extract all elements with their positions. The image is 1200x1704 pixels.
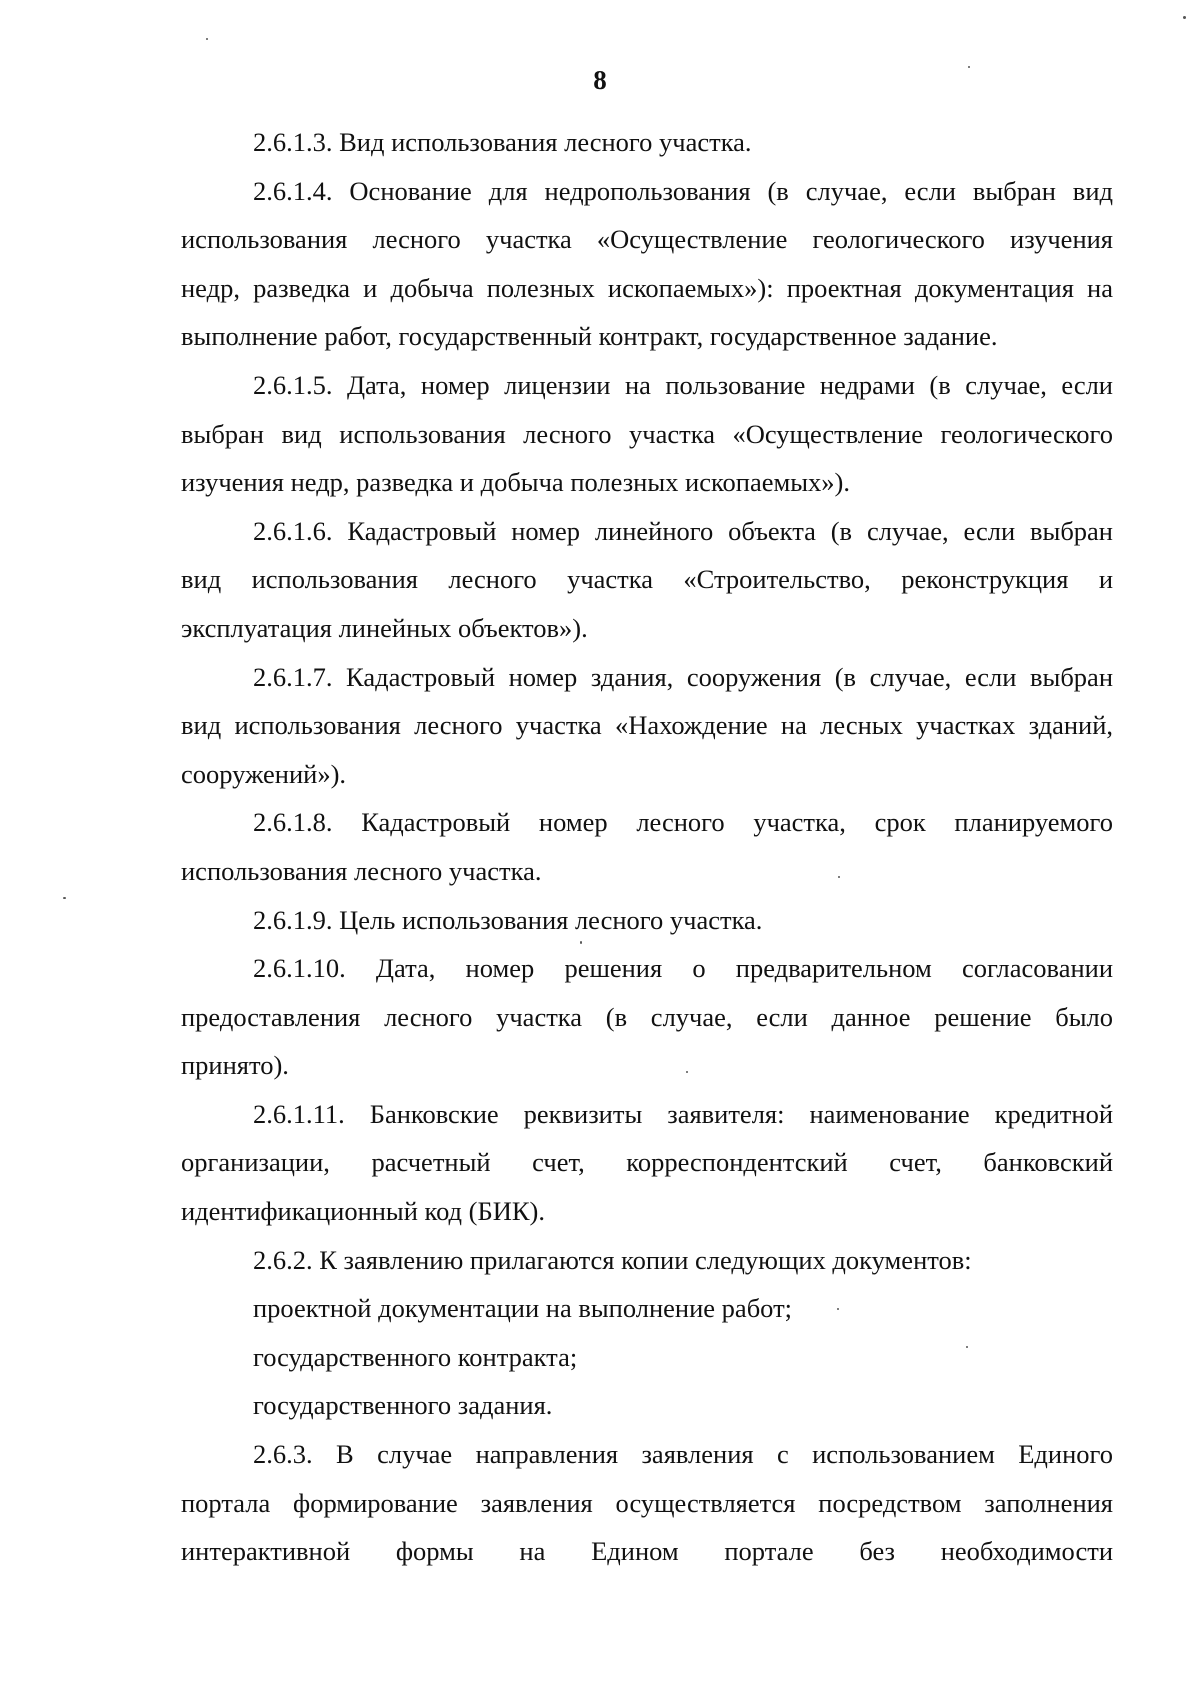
text-line: 2.6.1.11. Банковские реквизиты заявителя: наименование кредитной bbox=[253, 1098, 1113, 1129]
text-line: вид использования лесного участка «Нахождение на лесных участках зданий, bbox=[181, 710, 1113, 741]
text-line: портала формирование заявления осуществляется посредством заполнения bbox=[181, 1487, 1113, 1518]
paragraph-list-1 bbox=[181, 1284, 1113, 1333]
paragraph-2-6-2 bbox=[181, 1236, 1113, 1285]
text-line: 2.6.1.4. Основание для недропользования (в случае, если выбран вид bbox=[253, 175, 1113, 206]
scan-speck bbox=[837, 1308, 839, 1310]
text-line: организации, расчетный счет, корреспондентский счет, банковский bbox=[181, 1147, 1113, 1178]
document-body bbox=[181, 118, 1113, 1576]
paragraph-2-6-3 bbox=[181, 1430, 1113, 1576]
text-line: государственного задания. bbox=[253, 1390, 553, 1421]
text-line: 2.6.2. К заявлению прилагаются копии следующих документов: bbox=[253, 1244, 972, 1275]
scan-speck bbox=[968, 66, 970, 68]
scan-speck bbox=[63, 897, 66, 899]
text-line: выбран вид использования лесного участка «Осуществление геологического bbox=[181, 418, 1113, 449]
paragraph-list-3 bbox=[181, 1381, 1113, 1430]
paragraph-2-6-1-11 bbox=[181, 1090, 1113, 1236]
paragraph-2-6-1-4 bbox=[181, 167, 1113, 361]
text-line: выполнение работ, государственный контракт, государственное задание. bbox=[181, 321, 998, 352]
text-line: сооружений»). bbox=[181, 758, 347, 789]
paragraph-2-6-1-6 bbox=[181, 507, 1113, 653]
text-line: использования лесного участка. bbox=[181, 855, 542, 886]
text-line: использования лесного участка «Осуществление геологического изучения bbox=[181, 224, 1113, 255]
text-line: эксплуатация линейных объектов»). bbox=[181, 612, 588, 643]
paragraph-list-2 bbox=[181, 1333, 1113, 1382]
scan-speck bbox=[838, 876, 840, 878]
paragraph-2-6-1-10 bbox=[181, 944, 1113, 1090]
text-line: предоставления лесного участка (в случае, если данное решение было bbox=[181, 1001, 1113, 1032]
text-line: 2.6.3. В случае направления заявления с использованием Единого bbox=[253, 1439, 1113, 1470]
scan-speck bbox=[966, 1346, 968, 1348]
page-number: 8 bbox=[593, 65, 607, 95]
text-line: 2.6.1.7. Кадастровый номер здания, сооружения (в случае, если выбран bbox=[253, 661, 1113, 692]
text-line: принято). bbox=[181, 1050, 289, 1081]
text-line: 2.6.1.10. Дата, номер решения о предварительном согласовании bbox=[253, 953, 1113, 984]
text-line: 2.6.1.5. Дата, номер лицензии на пользование недрами (в случае, если bbox=[253, 369, 1113, 400]
text-line: 2.6.1.6. Кадастровый номер линейного объекта (в случае, если выбран bbox=[253, 515, 1113, 546]
text-line: государственного контракта; bbox=[253, 1341, 578, 1372]
text-line: проектной документации на выполнение работ; bbox=[253, 1293, 793, 1324]
text-line: вид использования лесного участка «Строительство, реконструкция и bbox=[181, 564, 1113, 595]
paragraph-2-6-1-5 bbox=[181, 361, 1113, 507]
text-line: 2.6.1.3. Вид использования лесного участка. bbox=[253, 127, 752, 157]
text-line: изучения недр, разведка и добыча полезных ископаемых»). bbox=[181, 467, 850, 498]
paragraph-2-6-1-9 bbox=[181, 896, 1113, 945]
scan-speck bbox=[1183, 16, 1186, 19]
text-line: 2.6.1.8. Кадастровый номер лесного участка, срок планируемого bbox=[253, 807, 1113, 838]
text-line: идентификационный код (БИК). bbox=[181, 1196, 545, 1227]
paragraph-2-6-1-7 bbox=[181, 653, 1113, 799]
paragraph-2-6-1-8 bbox=[181, 798, 1113, 895]
scan-speck bbox=[580, 941, 582, 944]
scan-speck bbox=[686, 1071, 688, 1073]
scan-speck bbox=[206, 38, 208, 40]
text-line: 2.6.1.9. Цель использования лесного участка. bbox=[253, 904, 763, 935]
text-line: интерактивной формы на Едином портале без необходимости bbox=[181, 1536, 1113, 1567]
paragraph-2-6-1-3 bbox=[181, 118, 1113, 167]
text-line: недр, разведка и добыча полезных ископаемых»): проектная документация на bbox=[181, 272, 1113, 303]
